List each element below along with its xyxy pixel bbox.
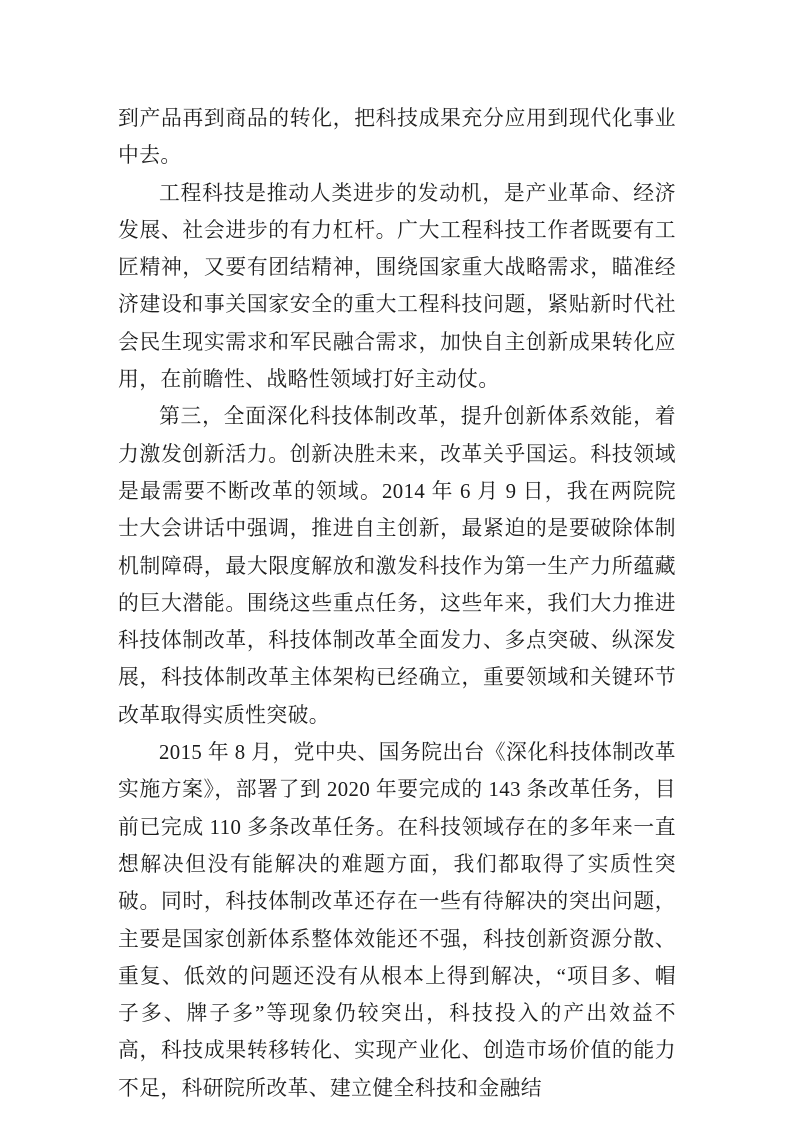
paragraph-continuation: 到产品再到商品的转化，把科技成果充分应用到现代化事业中去。 — [118, 107, 676, 168]
paragraph-2015-reform-plan: 2015 年 8 月，党中央、国务院出台《深化科技体制改革实施方案》，部署了到 2020 年要完成的 143 条改革任务，目前已完成 110 多条改革任务。在科技领域存在的多年来一直想解决但没有能解决的难题方面，我们都取得了实质性突破。同时，科技体制改革还存在一些有待解决的突出问题，主要是国家创新体系整体效能还不强，科技创新资源分散、重复、低效的问题还没有从根本上得到解决，“项目多、帽子多、牌子多”等现象仍较突出，科技投入的产出效益不高，科技成果转移转化、实现产业化、创造市场价值的能力不足，科研院所改革、建立健全科技和金融结 — [118, 741, 676, 1100]
document-text-block — [118, 100, 676, 1107]
paragraph-third-point-reform: 第三，全面深化科技体制改革，提升创新体系效能，着力激发创新活力。创新决胜未来，改革关乎国运。科技领域是最需要不断改革的领域。2014 年 6 月 9 日，我在两院院士大会讲话中强调，推进自主创新，最紧迫的是要破除体制机制障碍，最大限度解放和激发科技作为第一生产力所蕴藏的巨大潜能。围绕这些重点任务，这些年来，我们大力推进科技体制改革，科技体制改革全面发力、多点突破、纵深发展，科技体制改革主体架构已经确立，重要领域和关键环节改革取得实质性突破。 — [118, 405, 676, 727]
paragraph-engineering-science: 工程科技是推动人类进步的发动机，是产业革命、经济发展、社会进步的有力杠杆。广大工程科技工作者既要有工匠精神，又要有团结精神，围绕国家重大战略需求，瞄准经济建设和事关国家安全的重大工程科技问题，紧贴新时代社会民生现实需求和军民融合需求，加快自主创新成果转化应用，在前瞻性、战略性领域打好主动仗。 — [118, 181, 676, 392]
